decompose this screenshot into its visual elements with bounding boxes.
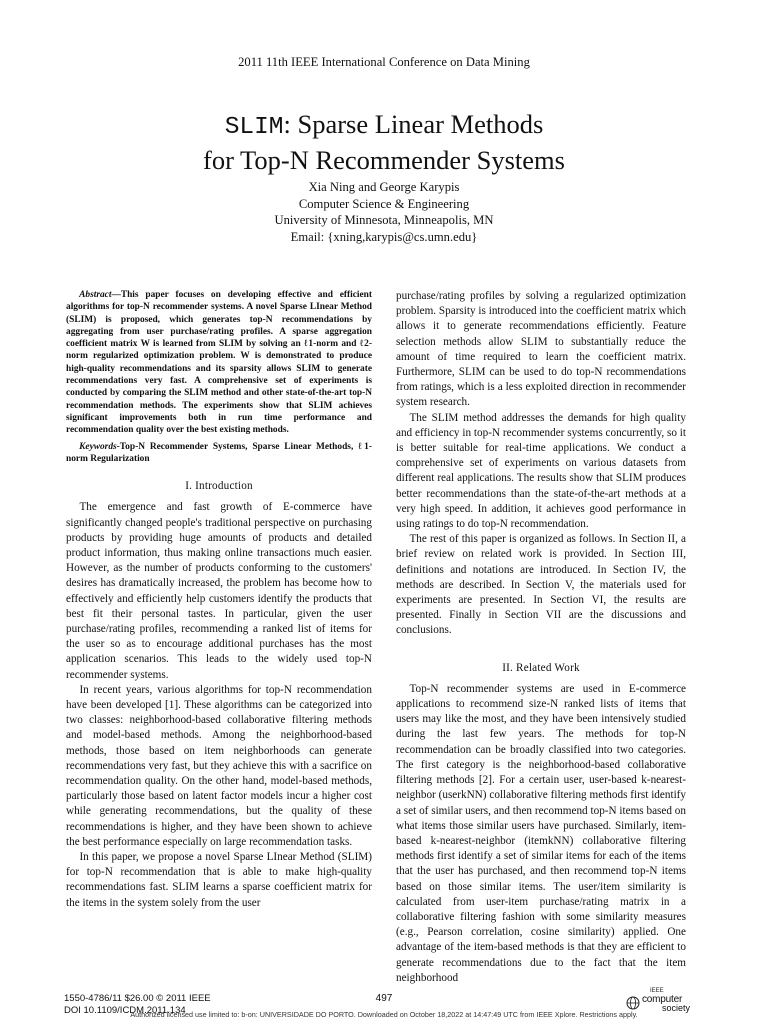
left-column bbox=[66, 289, 372, 911]
logo-word-society: society bbox=[662, 1003, 691, 1013]
logo-ieee-text: IEEE bbox=[650, 988, 664, 994]
globe-icon bbox=[626, 996, 640, 1010]
title-method-name: SLIM bbox=[224, 114, 284, 141]
author-university: University of Minnesota, Minneapolis, MN bbox=[274, 213, 494, 228]
related-paragraph-1: Top-N recommender systems are used in E-commerce applications to recommend size-N ranked lists of items that users may like the most, and they have been intensively studied during the last few years. The methods for top-N recommendation can be broadly classified into two categories. The first category is the neighborhood-based collaborative filtering methods [2]. For a certain user, user-based k-nearest-neighbor (userkNN) collaborative filtering methods first identify a set of similar users, and then recommend top-N items based on what items those similar users have purchased. Similarly, item-based k-nearest-neighbor (itemkNN) collaborative filtering methods first identify a set of similar items for each of the items that the user has purchased, and then recommend top-N items based on those similar items. The user/item similarity is calculated from user-item purchase/rating matrix in a collaborative filtering fashion with some similarity measures (e.g., Pearson correlation, cosine similarity) applied. One advantage of the item-based methods is that they are efficient to generate recommendations due to the fact that the item neighborhood bbox=[396, 682, 686, 984]
footer-doi: DOI 10.1109/ICDM.2011.134 bbox=[64, 1005, 186, 1016]
section-heading-related-work: II. Related Work bbox=[502, 661, 580, 674]
title-line-1-rest: : Sparse Linear Methods bbox=[283, 109, 544, 139]
conference-name: 2011 11th IEEE International Conference on Data Mining bbox=[238, 55, 530, 69]
intro-paragraph-4: The SLIM method addresses the demands for high quality and efficiency in top-N recommender systems concurrently, so it is better suitable for real-time applications. We conduct a comprehensive set of experiments on various datasets from different real applications. The results show that SLIM produces better recommendations than the state-of-the-art methods at a very high speed. In addition, it achieves good performance in using ratings to do top-N recommendation. bbox=[396, 411, 686, 531]
footer-issn: 1550-4786/11 $26.00 © 2011 IEEE bbox=[64, 993, 211, 1004]
author-email: Email: {xning,karypis@cs.umn.edu} bbox=[290, 229, 478, 244]
intro-paragraph-3-cont: purchase/rating profiles by solving a regularized optimization problem. Sparsity is introduced into the coefficient matrix which allows it to generate recommendations efficiently. Feature selection methods allow SLIM to substantially reduce the amount of time required to learn the coefficient matrix. Furthermore, SLIM can be used to do top-N recommendations from ratings, which is a less exploited direction in recommender system research. bbox=[396, 290, 686, 409]
keywords-lead: Keywords bbox=[79, 441, 117, 452]
page-number: 497 bbox=[375, 993, 393, 1004]
abstract-text: —This paper focuses on developing effective and efficient algorithms for top-N recommender systems. A novel Sparse LInear Method (SLIM) is proposed, which generates top-N recommendations by aggregating from user purchase/rating profiles. A sparse aggregation coefficient matrix W is learned from SLIM by solving an ℓ1-norm and ℓ2-norm regularized optimization problem. W is demonstrated to produce high-quality recommendations and its sparsity allows SLIM to generate recommendations very fast. A comprehensive set of experiments is conducted by comparing the SLIM method and other state-of-the-art top-N recommendation methods. The experiments show that SLIM achieves significant improvements both in run time performance and recommendation quality over the best existing methods. bbox=[66, 290, 372, 436]
author-names: Xia Ning and George Karypis bbox=[308, 180, 460, 194]
keywords-text: -Top-N Recommender Systems, Sparse Linear Methods, ℓ1-norm Regularization bbox=[66, 441, 372, 464]
license-notice: Authorized licensed use limited to: b-on: UNIVERSIDADE DO PORTO. Downloaded on October 18,2022 at 14:47:49 UTC from IEEE Xplore. Restrictions apply. bbox=[130, 1010, 638, 1019]
author-block bbox=[0, 179, 768, 245]
title-line-2: for Top-N Recommender Systems bbox=[203, 145, 565, 175]
abstract-lead: Abstract bbox=[79, 290, 112, 300]
intro-paragraph-3: In this paper, we propose a novel Sparse LInear Method (SLIM) for top-N recommendation that is able to make high-quality recommendations fast. SLIM learns a sparse coefficient matrix for the items in the system solely from the user bbox=[66, 851, 372, 909]
author-department: Computer Science & Engineering bbox=[298, 196, 470, 211]
intro-paragraph-2: In recent years, various algorithms for top-N recommendation have been developed [1]. These algorithms can be categorized into two classes: neighborhood-based collaborative filtering methods and model-based methods. Among the neighborhood-based methods, those based on item neighborhoods can generate recommendations very fast, but they achieve this with a sacrifice on recommendation quality. On the other hand, model-based methods, particularly those based on latent factor models incur a higher cost while generating recommendations, but the quality of these recommendations is higher, and they have been shown to achieve the best performance especially on large recommendation tasks. bbox=[66, 683, 372, 848]
intro-paragraph-1: The emergence and fast growth of E-commerce have significantly changed people's traditional perspective on purchasing products by providing huge amounts of products and detailed product information, thus making online transactions much easier. However, as the number of products conforming to the customers' desires has dramatically increased, the problem has become how to effectively and efficiently help customers identify the products that best fit their personal tastes. In particular, given the user purchase/rating profiles, recommending a ranked list of items for the user so as to encourage additional purchases has the most application scenarios. This leads to the widely used top-N recommender systems. bbox=[66, 501, 372, 681]
intro-paragraph-5: The rest of this paper is organized as follows. In Section II, a brief review on related work is provided. In Section III, definitions and notations are introduced. In Section IV, the methods are described. In Section V, the materials used for experiments are presented. In Section VI, the results are presented. Finally in Section VII are the discussions and conclusions. bbox=[396, 533, 686, 637]
paper-title bbox=[0, 108, 768, 176]
section-heading-introduction: I. Introduction bbox=[185, 480, 253, 493]
title-line-1 bbox=[0, 108, 768, 144]
abstract bbox=[66, 289, 372, 437]
keywords bbox=[66, 441, 372, 466]
right-column bbox=[396, 289, 686, 986]
logo-word-computer: computer bbox=[642, 994, 683, 1005]
